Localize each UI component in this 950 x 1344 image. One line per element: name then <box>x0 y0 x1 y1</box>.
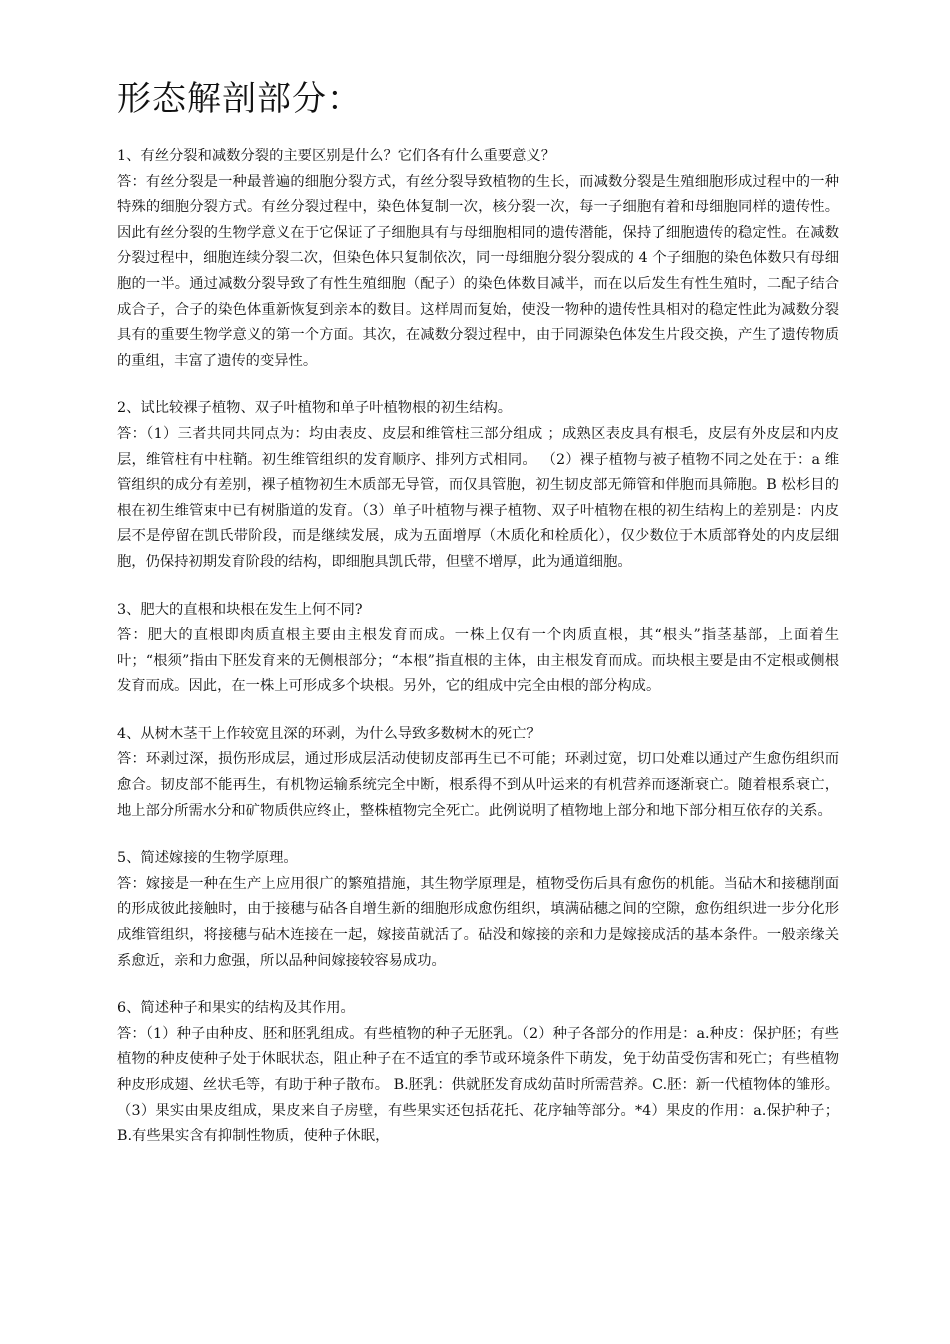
qa-item-6 <box>117 996 839 1150</box>
question-4: 4、从树木茎干上作较宽且深的环剥，为什么导致多数树木的死亡？ <box>117 725 541 742</box>
qa-item-5 <box>117 846 839 974</box>
question-2: 2、试比较裸子植物、双子叶植物和单子叶植物根的初生结构。 <box>117 400 513 417</box>
qa-item-1 <box>117 144 839 374</box>
answer-5: 答：嫁接是一种在生产上应用很广的繁殖措施，其生物学原理是，植物受伤后具有愈伤的机能。当砧木和接穗削面的形成彼此接触时，由于接穗与砧各自增生新的细胞形成愈伤组织，填满砧穗之间的空隙，愈伤组织进一步分化形成维管组织，将接穗与砧木连接在一起，嫁接苗就活了。砧没和嫁接的亲和力是嫁接成活的基本条件。一般亲缘关系愈近，亲和力愈强，所以品种间嫁接较容易成功。 <box>117 875 839 969</box>
answer-3: 答：肥大的直根即肉质直根主要由主根发育而成。一株上仅有一个肉质直根，其“根头”指茎基部，上面着生叶；“根须”指由下胚发育来的无侧根部分；“本根”指直根的主体，由主根发育而成。而块根主要是由不定根或侧根发育而成。因此，在一株上可形成多个块根。另外，它的组成中完全由根的部分构成。 <box>117 627 839 695</box>
qa-item-3 <box>117 598 839 700</box>
question-1: 1、有丝分裂和减数分裂的主要区别是什么？它们各有什么重要意义？ <box>117 148 555 164</box>
answer-6: 答：（1）种子由种皮、胚和胚乳组成。有些植物的种子无胚乳。（2）种子各部分的作用是：a.种皮：保护胚；有些植物的种皮使种子处于休眠状态，阻止种子在不适宜的季节或环境条件下萌发，免于幼苗受伤害和死亡；有些植物种皮形成翅、丝状毛等，有助于种子散布。 B.胚乳：供就胚发育成幼苗时所需营养。C.胚：新一代植物体的雏形。（3）果实由果皮组成，果皮来自子房壁，有些果实还包括花托、花序轴等部分。*4）果皮的作用：a.保护种子；B.有些果实含有抑制性物质，使种子休眠， <box>117 1025 839 1145</box>
qa-item-4 <box>117 722 839 824</box>
question-5: 5、简述嫁接的生物学原理。 <box>117 850 298 867</box>
question-3: 3、肥大的直根和块根在发生上何不同? <box>117 601 363 618</box>
question-6: 6、简述种子和果实的结构及其作用。 <box>117 1000 355 1017</box>
answer-4: 答：环剥过深，损伤形成层，通过形成层活动使韧皮部再生已不可能；环剥过宽，切口处难以通过产生愈伤组织而愈合。韧皮部不能再生，有机物运输系统完全中断，根系得不到从叶运来的有机营养而逐渐衰亡。随着根系衰亡，地上部分所需水分和矿物质供应终止，整株植物完全死亡。此例说明了植物地上部分和地下部分相互依存的关系。 <box>117 751 839 819</box>
page-title: 形态解剖部分： <box>117 79 362 119</box>
answer-2: 答：（1）三者共同共同点为：均由表皮、皮层和维管柱三部分组成 ；成熟区表皮具有根毛，皮层有外皮层和内皮层，维管柱有中柱鞘。初生维管组织的发育顺序、排列方式相同。 （2）裸子植物与被子植物不同之处在于：a 维管组织的成分有差别，裸子植物初生木质部无导管，而仅具管胞，初生韧皮部无筛管和伴胞而具筛胞。B 松杉目的根在初生维管束中已有树脂道的发育。（3）单子叶植物与裸子植物、双子叶植物在根的初生结构上的差别是：内皮层不是停留在凯氏带阶段，而是继续发展，成为五面增厚（木质化和栓质化），仅少数位于木质部脊处的内皮层细胞，仍保持初期发育阶段的结构，即细胞具凯氏带，但壁不增厚，此为通道细胞。 <box>117 425 839 570</box>
answer-1: 答：有丝分裂是一种最普遍的细胞分裂方式，有丝分裂导致植物的生长，而减数分裂是生殖细胞形成过程中的一种特殊的细胞分裂方式。有丝分裂过程中，染色体复制一次，核分裂一次，每一子细胞有着和母细胞同样的遗传性。因此有丝分裂的生物学意义在于它保证了子细胞具有与母细胞相同的遗传潜能，保持了细胞遗传的稳定性。在减数分裂过程中，细胞连续分裂二次，但染色体只复制依次，同一母细胞分裂分裂成的 4 个子细胞的染色体数只有母细胞的一半。通过减数分裂导致了有性生殖细胞（配子）的染色体数目减半，而在以后发生有性生殖时，二配子结合成合子，合子的染色体重新恢复到亲本的数目。这样周而复始，使没一物种的遗传性具相对的稳定性此为减数分裂具有的重要生物学意义的第一个方面。其次，在减数分裂过程中，由于同源染色体发生片段交换，产生了遗传物质的重组，丰富了遗传的变异性。 <box>117 173 839 369</box>
qa-item-2 <box>117 396 839 575</box>
document-page <box>117 74 839 1172</box>
